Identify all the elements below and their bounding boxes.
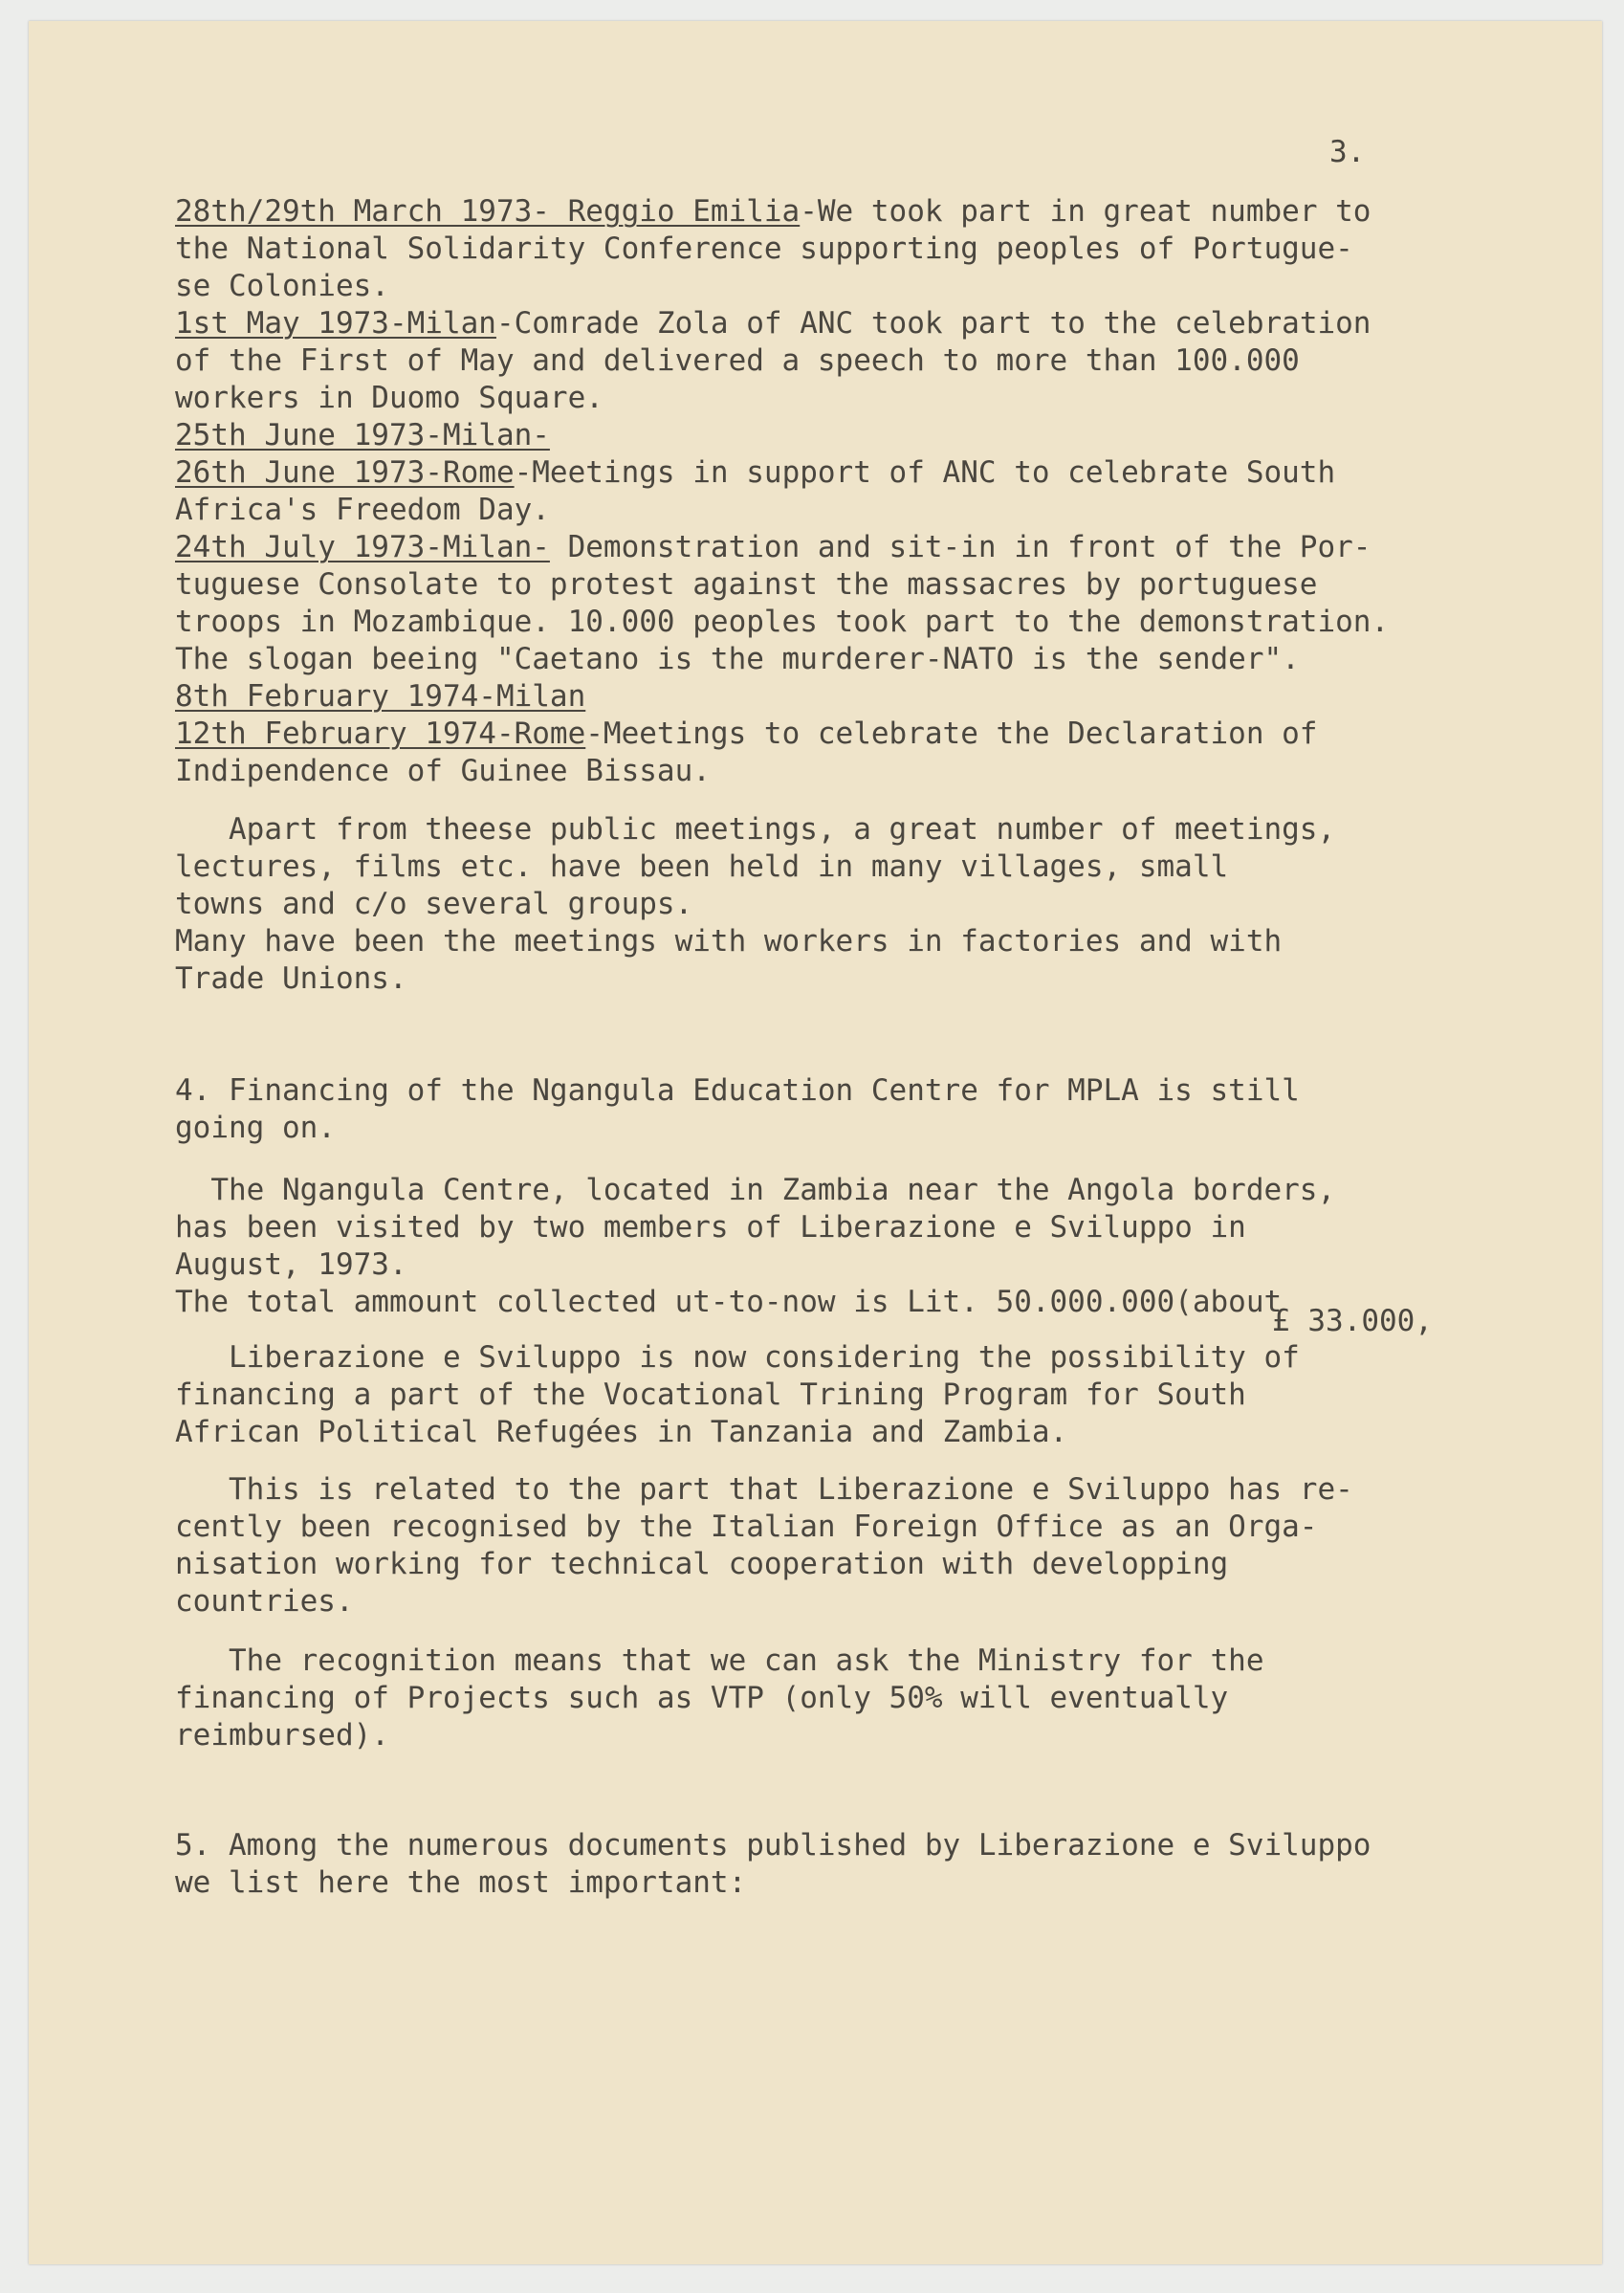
- paragraph-line: African Political Refugées in Tanzania and Zambia.: [175, 1415, 1068, 1449]
- section-heading-line: we list here the most important:: [175, 1865, 747, 1900]
- section-heading-line: 5. Among the numerous documents published by Liberazione e Sviluppo: [175, 1828, 1372, 1863]
- event-date: 25th June 1973-Milan-: [175, 418, 550, 452]
- paragraph-line: financing a part of the Vocational Trining Program for South: [175, 1378, 1246, 1412]
- event-line: workers in Duomo Square.: [175, 381, 604, 415]
- paragraph-line: August, 1973.: [175, 1247, 407, 1282]
- page-number: 3.: [1329, 135, 1366, 169]
- paragraph-line: Liberazione e Sviluppo is now considering the possibility of: [175, 1340, 1300, 1375]
- section-heading-line: going on.: [175, 1111, 336, 1145]
- event-text: -Comrade Zola of ANC took part to the celebration: [495, 306, 1372, 341]
- event-date: 26th June 1973-Rome: [175, 455, 515, 490]
- event-line: se Colonies.: [175, 269, 389, 303]
- paragraph-line: The total ammount collected ut-to-now is Lit. 50.000.000(about: [175, 1285, 1283, 1319]
- paragraph-line: lectures, films etc. have been held in many villages, small: [175, 849, 1229, 884]
- paragraph-line: Many have been the meetings with workers in factories and with: [175, 924, 1283, 959]
- paragraph-line: cently been recognised by the Italian Foreign Office as an Orga-: [175, 1510, 1318, 1544]
- event-text: -Meetings to celebrate the Declaration of: [585, 717, 1318, 751]
- event-line: Africa's Freedom Day.: [175, 493, 550, 527]
- event-line: the National Solidarity Conference supporting peoples of Portugue-: [175, 232, 1353, 266]
- event-line: tuguese Consolate to protest against the massacres by portuguese: [175, 567, 1318, 602]
- event-line: troops in Mozambique. 10.000 peoples took part to the demonstration.: [175, 605, 1390, 639]
- paragraph-line: financing of Projects such as VTP (only 50% will eventually: [175, 1681, 1229, 1715]
- event-line: [175, 305, 1371, 342]
- paragraph-line: nisation working for technical cooperation with developping: [175, 1547, 1229, 1581]
- event-text: -Meetings in support of ANC to celebrate South: [514, 455, 1336, 490]
- paragraph-line: The recognition means that we can ask the Ministry for the: [175, 1643, 1264, 1678]
- event-line: of the First of May and delivered a speech to more than 100.000: [175, 343, 1300, 378]
- event-text: -We took part in great number to: [800, 194, 1372, 229]
- event-line: [175, 716, 1317, 753]
- event-date: 8th February 1974-Milan: [175, 679, 586, 714]
- event-line: [175, 454, 1335, 492]
- paragraph-line: Apart from theese public meetings, a great number of meetings,: [175, 812, 1336, 847]
- document-body: [175, 0, 1514, 2127]
- event-line: [175, 417, 550, 454]
- event-line: [175, 529, 1371, 566]
- paragraph-line: reimbursed).: [175, 1718, 389, 1753]
- paragraph-line: countries.: [175, 1584, 354, 1619]
- event-text: Demonstration and sit-in in front of the Por-: [549, 530, 1372, 564]
- handwritten-note: £ 33.000,: [1272, 1304, 1433, 1338]
- event-date: 28th/29th March 1973- Reggio Emilia: [175, 194, 801, 229]
- paragraph-line: Trade Unions.: [175, 961, 407, 996]
- event-date: 1st May 1973-Milan: [175, 306, 496, 341]
- paragraph-line: has been visited by two members of Liberazione e Sviluppo in: [175, 1210, 1246, 1245]
- paragraph-line: towns and c/o several groups.: [175, 887, 693, 921]
- paragraph-line: This is related to the part that Liberazione e Sviluppo has re-: [175, 1472, 1353, 1507]
- paragraph-line: The Ngangula Centre, located in Zambia near the Angola borders,: [175, 1173, 1336, 1207]
- section-heading-line: 4. Financing of the Ngangula Education Centre for MPLA is still: [175, 1073, 1300, 1108]
- event-date: 24th July 1973-Milan-: [175, 530, 550, 564]
- event-line: The slogan beeing "Caetano is the murderer-NATO is the sender".: [175, 642, 1300, 676]
- event-line: [175, 678, 585, 716]
- event-line: Indipendence of Guinee Bissau.: [175, 754, 711, 788]
- event-date: 12th February 1974-Rome: [175, 717, 586, 751]
- event-line: [175, 193, 1371, 231]
